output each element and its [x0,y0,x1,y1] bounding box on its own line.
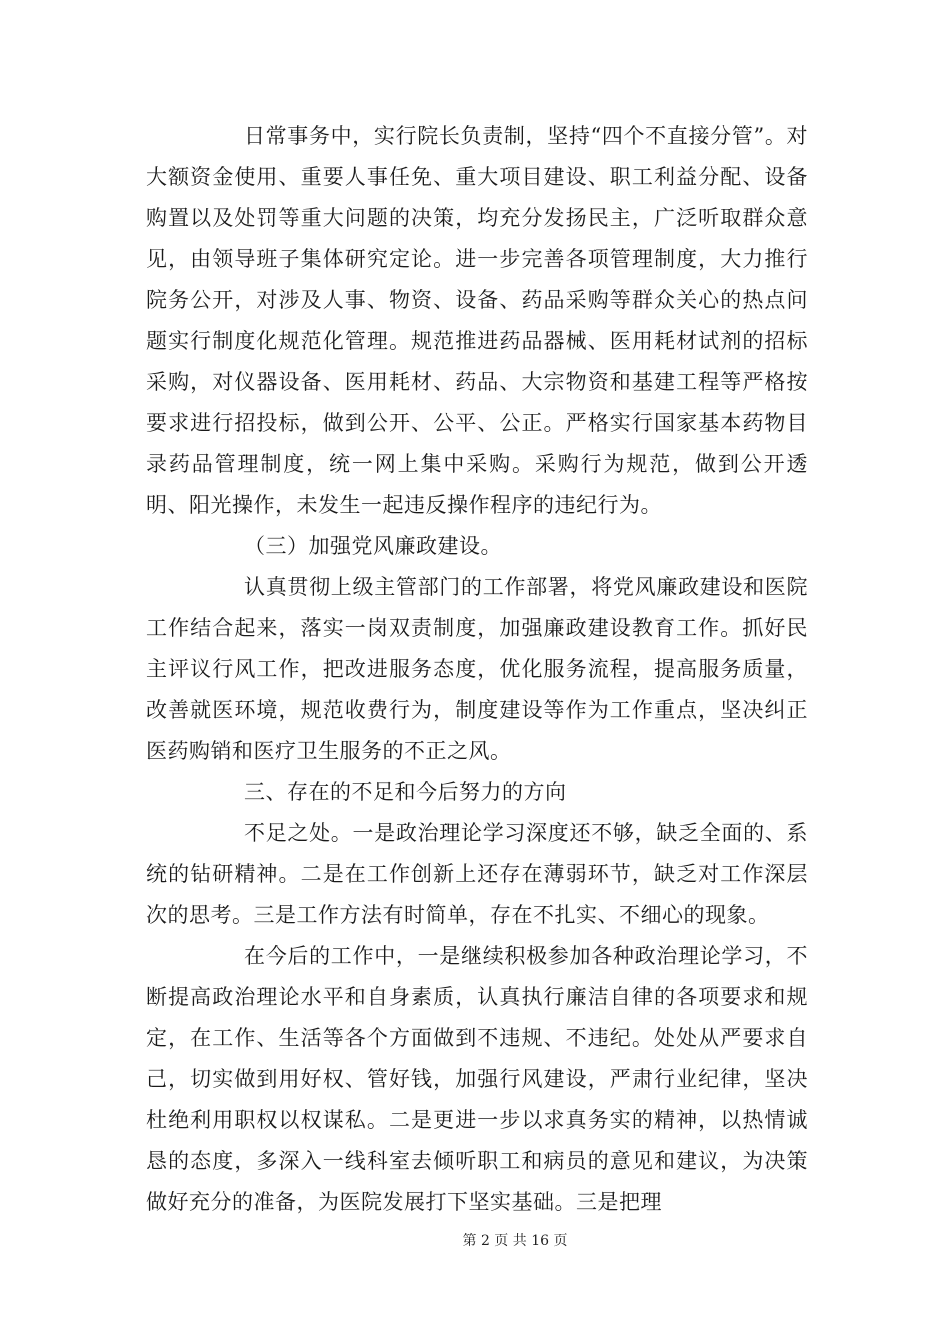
paragraph-decision-making: 日常事务中，实行院长负责制，坚持“四个不直接分管”。对大额资金使用、重要人事任免、重大项目建设、职工利益分配、设备购置以及处罚等重大问题的决策，均充分发扬民主，广泛听取群众意见，由领导班子集体研究定论。进一步完善各项管理制度，大力推行院务公开，对涉及人事、物资、设备、药品采购等群众关心的热点问题实行制度化规范化管理。规范推进药品器械、医用耗材试剂的招标采购，对仪器设备、医用耗材、药品、大宗物资和基建工程等严格按要求进行招投标，做到公开、公平、公正。严格实行国家基本药物目录药品管理制度，统一网上集中采购。采购行为规范，做到公开透明、阳光操作，未发生一起违反操作程序的违纪行为。 [146,124,808,517]
paragraph-future-work: 在今后的工作中，一是继续积极参加各种政治理论学习，不断提高政治理论水平和自身素质，认真执行廉洁自律的各项要求和规定，在工作、生活等各个方面做到不违规、不违纪。处处从严要求自己，切实做到用好权、管好钱，加强行风建设，严肃行业纪律，坚决杜绝利用职权以权谋私。二是更进一步以求真务实的精神，以热情诚恳的态度，多深入一线科室去倾听职工和病员的意见和建议，为决策做好充分的准备，为医院发展打下坚实基础。三是把理 [146,944,808,1214]
paragraph-party-conduct: 认真贯彻上级主管部门的工作部署，将党风廉政建设和医院工作结合起来，落实一岗双责制度，加强廉政建设教育工作。抓好民主评议行风工作，把改进服务态度，优化服务流程，提高服务质量，改善就医环境，规范收费行为，制度建设等作为工作重点，坚决纠正医药购销和医疗卫生服务的不正之风。 [146,575,808,763]
document-body [146,116,808,1223]
paragraph-shortcomings: 不足之处。一是政治理论学习深度还不够，缺乏全面的、系统的钻研精神。二是在工作创新上还存在薄弱环节，缺乏对工作深层次的思考。三是工作方法有时简单，存在不扎实、不细心的现象。 [146,821,808,927]
section-heading-party-conduct: （三）加强党风廉政建设。 [244,534,502,558]
page-number-footer: 第 2 页 共 16 页 [462,1233,568,1249]
section-heading-shortcomings: 三、存在的不足和今后努力的方向 [244,780,567,804]
